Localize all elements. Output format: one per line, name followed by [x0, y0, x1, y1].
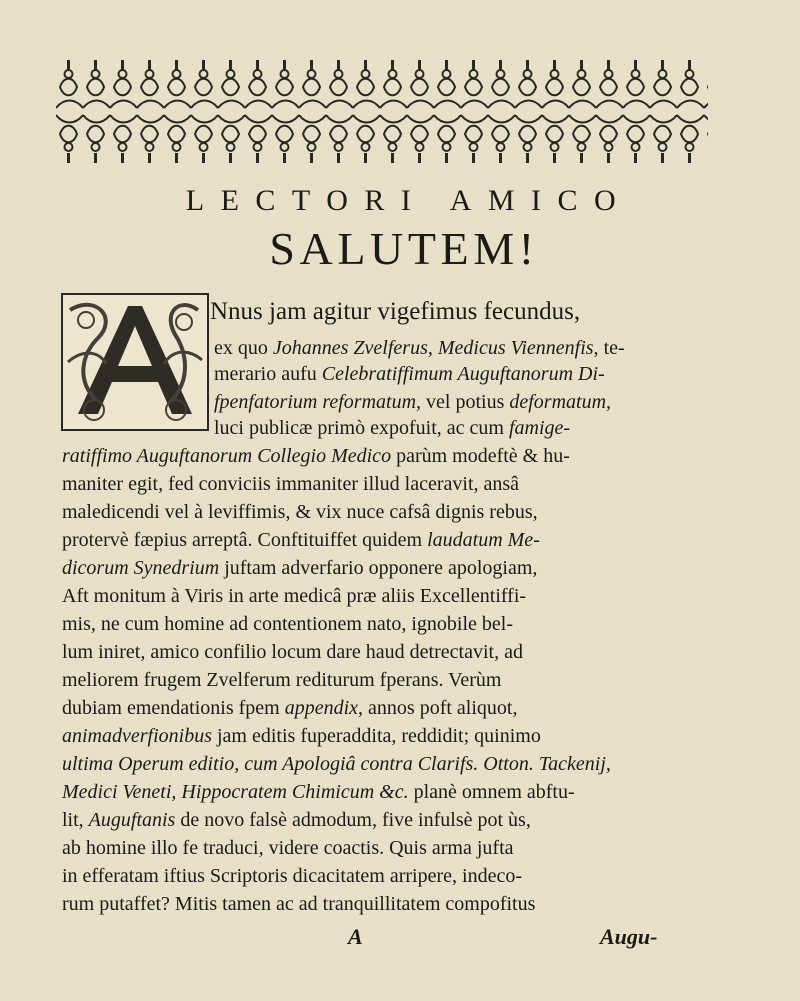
- text-line-10-part-2: juftam adverfario opponere apologiam,: [219, 557, 538, 579]
- text-line-2-part-1: ex quo: [214, 337, 273, 359]
- text-line-8: maledicendi vel à leviffimis, & vix nuce cafsâ dignis rebus,: [62, 501, 538, 523]
- text-line-5-part-1: luci publicæ primò expofuit, ac cum: [214, 417, 509, 439]
- text-line-15-part-2: appendix,: [284, 697, 364, 719]
- text-line-1: Nnus jam agitur vigefimus fecundus,: [210, 298, 581, 325]
- text-line-11: Aft monitum à Viris in arte medicâ præ aliis Excellentiffi-: [62, 585, 527, 607]
- text-line-18-part-1: Medici Veneti, Hippocratem Chimicum &c.: [62, 781, 409, 803]
- headpiece-ornament: [56, 56, 708, 168]
- text-line-10-part-1: dicorum Synedrium: [62, 557, 220, 579]
- text-line-13: lum iniret, amico confilio locum dare haud detrectavit, ad: [62, 641, 523, 663]
- text-line-21: in efferatam iftius Scriptoris dicacitatem arripere, indeco-: [62, 865, 522, 887]
- signature-mark: A: [348, 924, 363, 949]
- text-line-9-part-2: laudatum Me-: [422, 529, 540, 551]
- initial-letter-ornament: [60, 292, 210, 432]
- text-line-19-part-2: Auguftanis: [88, 809, 176, 831]
- text-line-4-part-1: fpenfatorium reformatum,: [214, 391, 422, 413]
- text-line-15-part-1: dubiam emendationis fpem: [62, 697, 285, 719]
- text-line-10: [62, 556, 537, 580]
- text-line-2: [214, 336, 625, 360]
- text-line-6-part-1: ratiffimo Auguftanorum Collegio Medico: [62, 445, 392, 467]
- headpiece-ornament-svg: [56, 56, 708, 168]
- text-line-4: [214, 390, 611, 414]
- heading-lectori-amico: LECTORI AMICO: [185, 184, 633, 217]
- text-line-6-part-2: parùm modeftè & hu-: [391, 445, 570, 467]
- text-line-16: [62, 724, 541, 748]
- text-line-2-part-3: te-: [598, 337, 625, 359]
- text-line-3-part-1: merario aufu: [214, 363, 322, 385]
- text-line-9: [62, 528, 540, 552]
- text-line-4-part-3: deformatum,: [509, 391, 612, 413]
- text-line-2-part-2: Johannes Zvelferus, Medicus Viennenfis,: [272, 337, 599, 359]
- text-line-15-part-3: annos poft aliquot,: [363, 697, 518, 719]
- text-line-16-part-1: animadverfionibus: [62, 725, 212, 747]
- text-line-14: meliorem frugem Zvelferum rediturum fperans. Verùm: [62, 669, 502, 691]
- text-line-22: rum putaffet? Mitis tamen ac ad tranquillitatem compofitus: [62, 893, 536, 915]
- text-line-6: [62, 444, 570, 468]
- catchword: Augu-: [600, 924, 658, 949]
- text-line-7: maniter egit, fed conviciis immaniter illud laceravit, ansâ: [62, 473, 520, 495]
- text-line-20: ab homine illo fe traduci, videre coactis. Quis arma jufta: [62, 837, 514, 859]
- text-line-15: [62, 696, 517, 720]
- text-line-18: [62, 780, 575, 804]
- text-line-17: ultima Operum editio, cum Apologiâ contra Clarifs. Otton. Tackenij,: [62, 753, 611, 775]
- text-line-4-part-2: vel potius: [421, 391, 510, 413]
- decorated-initial-a: [60, 292, 210, 432]
- text-line-3-part-2: Celebratiffimum Auguftanorum Di-: [321, 363, 605, 385]
- heading-salutem: SALUTEM!: [269, 223, 539, 274]
- text-line-3: [214, 362, 605, 386]
- text-line-18-part-2: planè omnem abftu-: [408, 781, 575, 803]
- text-line-16-part-2: jam editis fuperaddita, reddidit; quinimo: [212, 725, 541, 747]
- text-line-5-part-2: famige-: [508, 417, 571, 439]
- text-line-5: [214, 416, 570, 440]
- text-line-19-part-1: lit,: [62, 809, 89, 831]
- text-line-19: [62, 808, 531, 832]
- text-line-12: mis, ne cum homine ad contentionem nato, ignobile bel-: [62, 613, 514, 635]
- text-line-19-part-3: de novo falsè admodum, five infulsè pot ùs,: [175, 809, 531, 831]
- text-line-9-part-1: protervè fæpius arreptâ. Conftituiffet quidem: [62, 529, 423, 551]
